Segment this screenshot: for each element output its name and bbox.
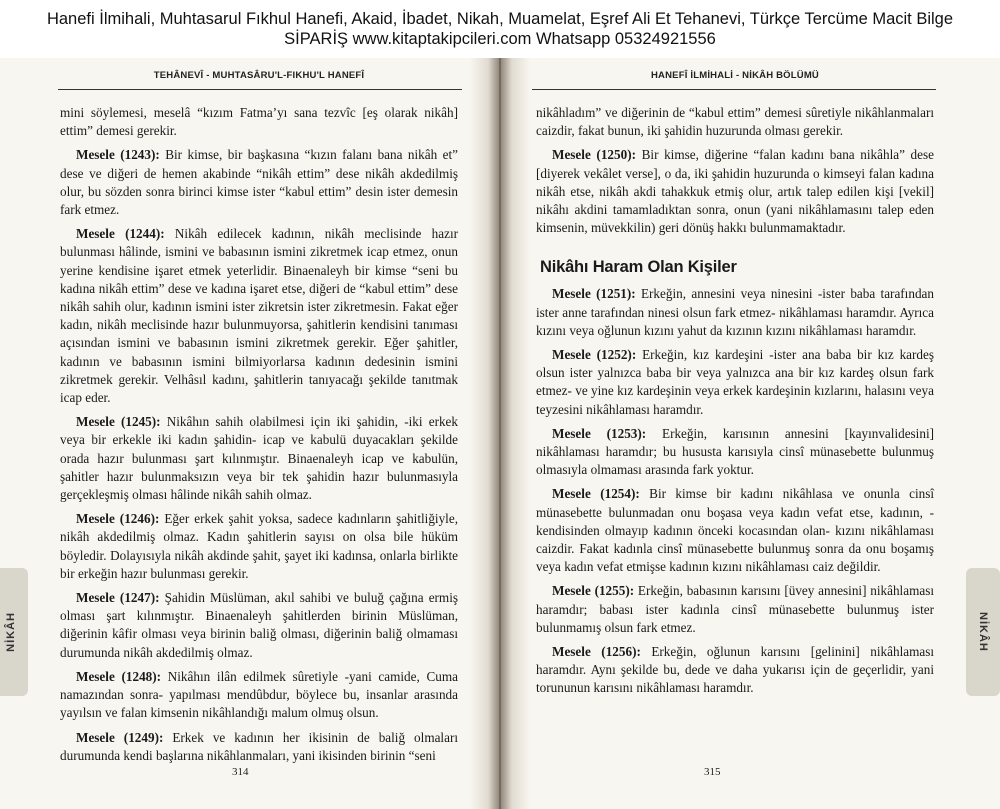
mesele-1252: Mesele (1252): Erkeğin, kız kardeşini -ister ana baba bir kız kardeş olsun ister yalnızca baba bir veya yalnızca ana bir kız kardeş olsun fark etmez- ve yine kız kardeşinin veya erkek kardeşinin kızlarını, halasını veya teyzesini nikâhlaması haramdır. [536,347,934,417]
mesele-1246: Mesele (1246): Eğer erkek şahit yoksa, sadece kadınların şahitliğiyle, nikâh akdedilmiş olmaz. Kadın şahitlerin sayısı on olsa bile hüküm böyledir. Dolayısıyla nikâh akdinde şahit, şayet iki kadınsa, onlarla birlikte bir erkeğin hazır bulunması gerekir. [60,511,458,581]
mesele-label: Mesele (1245): [76,414,161,430]
right-side-tab: NİKÂH [966,568,1000,696]
mesele-1244: Mesele (1244): Nikâh edilecek kadının, nikâh meclisinde hazır bulunması hâlinde, ismini ve babasının ismini zikretmek icap etmez, onun yerine kendisine işaret etmek yeterlidir. Binaenaleyh bir kimse “seni bu kadına nikâh ettim” dese ve kadına işaret etse, diğeri de “kabul ettim” dese nikâh sahih olur, kadının ismini ister zikretsin ister zikretmesin. Fakat eğer kadın, nikâh meclisinde hazır bulunmuyorsa, şahitlerin kendisini tanıması açısından ismini ve babasının ismini zikretmek gerekir. Eğer şahitler, kadının ve babasının ismini bilmiyorlarsa kadının dedesinin ismini zikretmek gerekir. Velhâsıl kadını, şahitlerin tanıyacağı şekilde tanıtmak icap eder. [60,226,458,406]
right-header-rule [532,89,936,90]
left-header-rule [58,89,462,90]
mesele-label: Mesele (1249): [76,729,164,745]
mesele-label: Mesele (1251): [552,286,636,302]
paragraph: mini söylemesi, meselâ “kızım Fatma’yı sana tezvîc [eş olarak nikâh] ettim” demesi gerekir. [60,105,458,139]
mesele-label: Mesele (1255): [552,583,635,599]
mesele-1245: Mesele (1245): Nikâhın sahih olabilmesi için iki şahidin, -iki erkek veya bir erkekle iki kadın şahidin- icap ve kabulü duyacakları şekilde orada hazır bulunması şart kılınmıştır. Binaenaleyh icap ve kabulün, şahitler hazır bulunmaksızın veya bir tek şahidin hazır bulunmasıyla gerçekleşmiş olması hâlinde nikâh sahih olmaz. [60,414,458,503]
mesele-label: Mesele (1244): [76,226,165,242]
mesele-1253: Mesele (1253): Erkeğin, karısının annesini [kayınvalidesini] nikâhlaması haramdır; bu hususta karısıyla cinsî münasebette bulunmuş olmasıyla olmaması arasında fark yoktur. [536,425,934,478]
left-running-head: TEHÂNEVÎ - MUHTASÂRU'L-FIKHU'L HANEFÎ [153,70,365,81]
mesele-1249: Mesele (1249): Erkek ve kadının her ikisinin de baliğ olmaları durumunda kendi başlarına nikâhlanmaları, yani ikisinden birinin “seni [60,729,459,763]
book-gutter [470,58,530,809]
banner [0,0,1000,58]
right-page [508,58,1000,809]
right-page-body [536,104,934,704]
mesele-1254: Mesele (1254): Bir kimse bir kadını nikâhlasa ve onunla cinsî münasebette bulunmadan onu boşasa veya kadın vefat etse, kadının, -kendisinden olmayıp kadının önceki kocasından olan- kızını nikâhlaması caizdir. Fakat kadınla cinsî münasebette bulunmuş sonra da onu boşamış veya kadın vefat etmişse kadının kızını nikâhlaması caiz değildir. [536,486,934,575]
section-title: Nikâhı Haram Olan Kişiler [540,258,737,277]
mesele-label: Mesele (1246): [76,511,160,527]
mesele-label: Mesele (1254): [552,486,640,502]
mesele-label: Mesele (1250): [552,147,636,163]
mesele-label: Mesele (1253): [552,425,647,441]
left-page-number: 314 [232,766,249,778]
book-spread [0,58,1000,809]
mesele-1251: Mesele (1251): Erkeğin, annesini veya ninesini -ister baba tarafından ister anne tarafından ninesi olsun fark etmez- nikâhlaması haramdır. Ayrıca kızını veya oğlunun kızını yahut da kızının kızını nikâhlaması haramdır. [536,286,934,338]
mesele-1247: Mesele (1247): Şahidin Müslüman, akıl sahibi ve buluğ çağına ermiş olması şart kılınmıştır. Binaenaleyh şahitlerden birinin Müslüman, diğerinin kâfir olması veya birinin baliğ olması, diğerinin baliğ olmaması durumunda nikâh akdedilmiş olmaz. [60,590,458,660]
left-side-tab: NİKÂH [0,568,28,696]
mesele-label: Mesele (1248): [76,668,162,684]
mesele-1243: Mesele (1243): Bir kimse, bir başkasına “kızın falanı bana nikâh et” dese ve diğeri de hemen akabinde “nikâh ettim” dese nikâh akdedilmiş olur, bu sözden sonra birinci kimse ister “kabul ettim” desin ister demesin fark etmez. [60,147,458,218]
banner-title: Hanefi İlmihali, Muhtasarul Fıkhul Hanefi, Akaid, İbadet, Nikah, Muamelat, Eşref Ali Et Tehanevi, Türkçe Tercüme Macit Bilge [46,10,954,28]
mesele-1255: Mesele (1255): Erkeğin, babasının karısını [üvey annesini] nikâhlaması haramdır; babası ister kadınla cinsî münasebette bulunmuş ister bulunmamış olsun fark etmez. [536,583,934,635]
right-running-head: HANEFÎ İLMİHALİ - NİKÂH BÖLÜMÜ [650,70,819,81]
left-page-body [60,104,458,771]
mesele-1250: Mesele (1250): Bir kimse, diğerine “falan kadını bana nikâhla” dese [diyerek vekâlet verse], o da, iki şahidin huzurunda o kimseyi falan kadına nikâh etse, nikâh akdi tahakkuk etmiş olur, artık talep edilen kişi [vekil] nikâhı akdini tamamladıktan sonra, onun (yani nikâhlamasını talep eden kimsenin, müvekkilin) geri dönüş hakkı bulunmamaktadır. [536,147,934,236]
mesele-label: Mesele (1247): [76,590,160,606]
mesele-label: Mesele (1256): [552,644,641,660]
mesele-label: Mesele (1243): [76,147,160,163]
banner-order-info: SİPARİŞ www.kitaptakipcileri.com Whatsapp 05324921556 [284,30,716,48]
left-page [0,58,492,809]
mesele-1248: Mesele (1248): Nikâhın ilân edilmek sûretiyle -yani camide, Cuma namazından sonra- yapılması mendûbdur, böylece bu, insanlar arasında yayılsın ve falan kimsenin nikâhlandığı malum olmuş olsun. [60,668,458,721]
mesele-label: Mesele (1252): [552,347,637,363]
mesele-1256: Mesele (1256): Erkeğin, oğlunun karısını [gelinini] nikâhlaması haramdır. Aynı şekilde bu, dede ve daha yukarısı için de geçerlidir, yani torununun karısını nikâhlaması haramdır. [536,644,934,696]
right-page-number: 315 [704,766,721,778]
paragraph: nikâhladım” ve diğerinin de “kabul ettim” demesi sûretiyle nikâhlanmaları caizdir, fakat bunun, iki şahidin huzurunda olması gerekir. [536,105,934,139]
